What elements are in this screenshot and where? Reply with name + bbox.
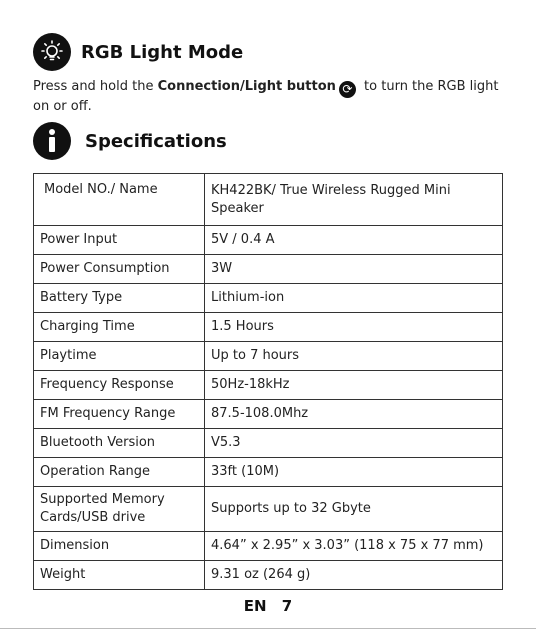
spec-value: KH422BK/ True Wireless Rugged Mini Speaker [205,174,503,226]
table-row [34,561,503,590]
spec-label: Charging Time [34,313,205,342]
spec-label: Dimension [34,532,205,561]
table-row [34,284,503,313]
specifications-table [33,173,503,590]
spec-value: Lithium-ion [205,284,503,313]
spec-label: Weight [34,561,205,590]
spec-label: Power Consumption [34,255,205,284]
specifications-heading [33,122,227,160]
page-footer [0,597,536,615]
spec-label: Frequency Response [34,371,205,400]
specifications-title: Specifications [85,130,227,152]
sync-icon: ⟳ [339,81,356,98]
connection-light-button-name: Connection/Light button [157,79,336,94]
rgb-light-mode-heading [33,33,243,71]
spec-value: 33ft (10M) [205,458,503,487]
table-row [34,342,503,371]
language-code: EN [243,597,267,615]
table-row [34,371,503,400]
spec-value: V5.3 [205,429,503,458]
table-row [34,429,503,458]
table-row [34,313,503,342]
table-row [34,255,503,284]
rgb-light-mode-title: RGB Light Mode [81,41,244,63]
spec-label: Bluetooth Version [34,429,205,458]
spec-label: Operation Range [34,458,205,487]
table-row [34,226,503,255]
spec-label: Power Input [34,226,205,255]
light-bulb-icon [33,33,71,71]
table-row [34,400,503,429]
spec-label: Battery Type [34,284,205,313]
spec-value: 1.5 Hours [205,313,503,342]
spec-value: Up to 7 hours [205,342,503,371]
table-row [34,458,503,487]
info-icon [33,122,71,160]
spec-value: 5V / 0.4 A [205,226,503,255]
table-row [34,174,503,226]
footer-divider [0,628,536,629]
spec-label: Supported Memory Cards/USB drive [34,487,205,532]
spec-label: Model NO./ Name [34,174,205,226]
instruction-text-start: Press and hold the [33,79,158,94]
spec-value: Supports up to 32 Gbyte [205,487,503,532]
spec-value: 50Hz-18kHz [205,371,503,400]
spec-value: 87.5-108.0Mhz [205,400,503,429]
spec-label: Playtime [34,342,205,371]
spec-value: 9.31 oz (264 g) [205,561,503,590]
spec-value: 4.64” x 2.95” x 3.03” (118 x 75 x 77 mm) [205,532,503,561]
table-row [34,487,503,532]
instruction-text-end: to turn the RGB light on or off. [33,79,499,114]
page-number: 7 [281,597,293,615]
spec-label: FM Frequency Range [34,400,205,429]
rgb-instructions [33,78,503,115]
table-row [34,532,503,561]
spec-value: 3W [205,255,503,284]
